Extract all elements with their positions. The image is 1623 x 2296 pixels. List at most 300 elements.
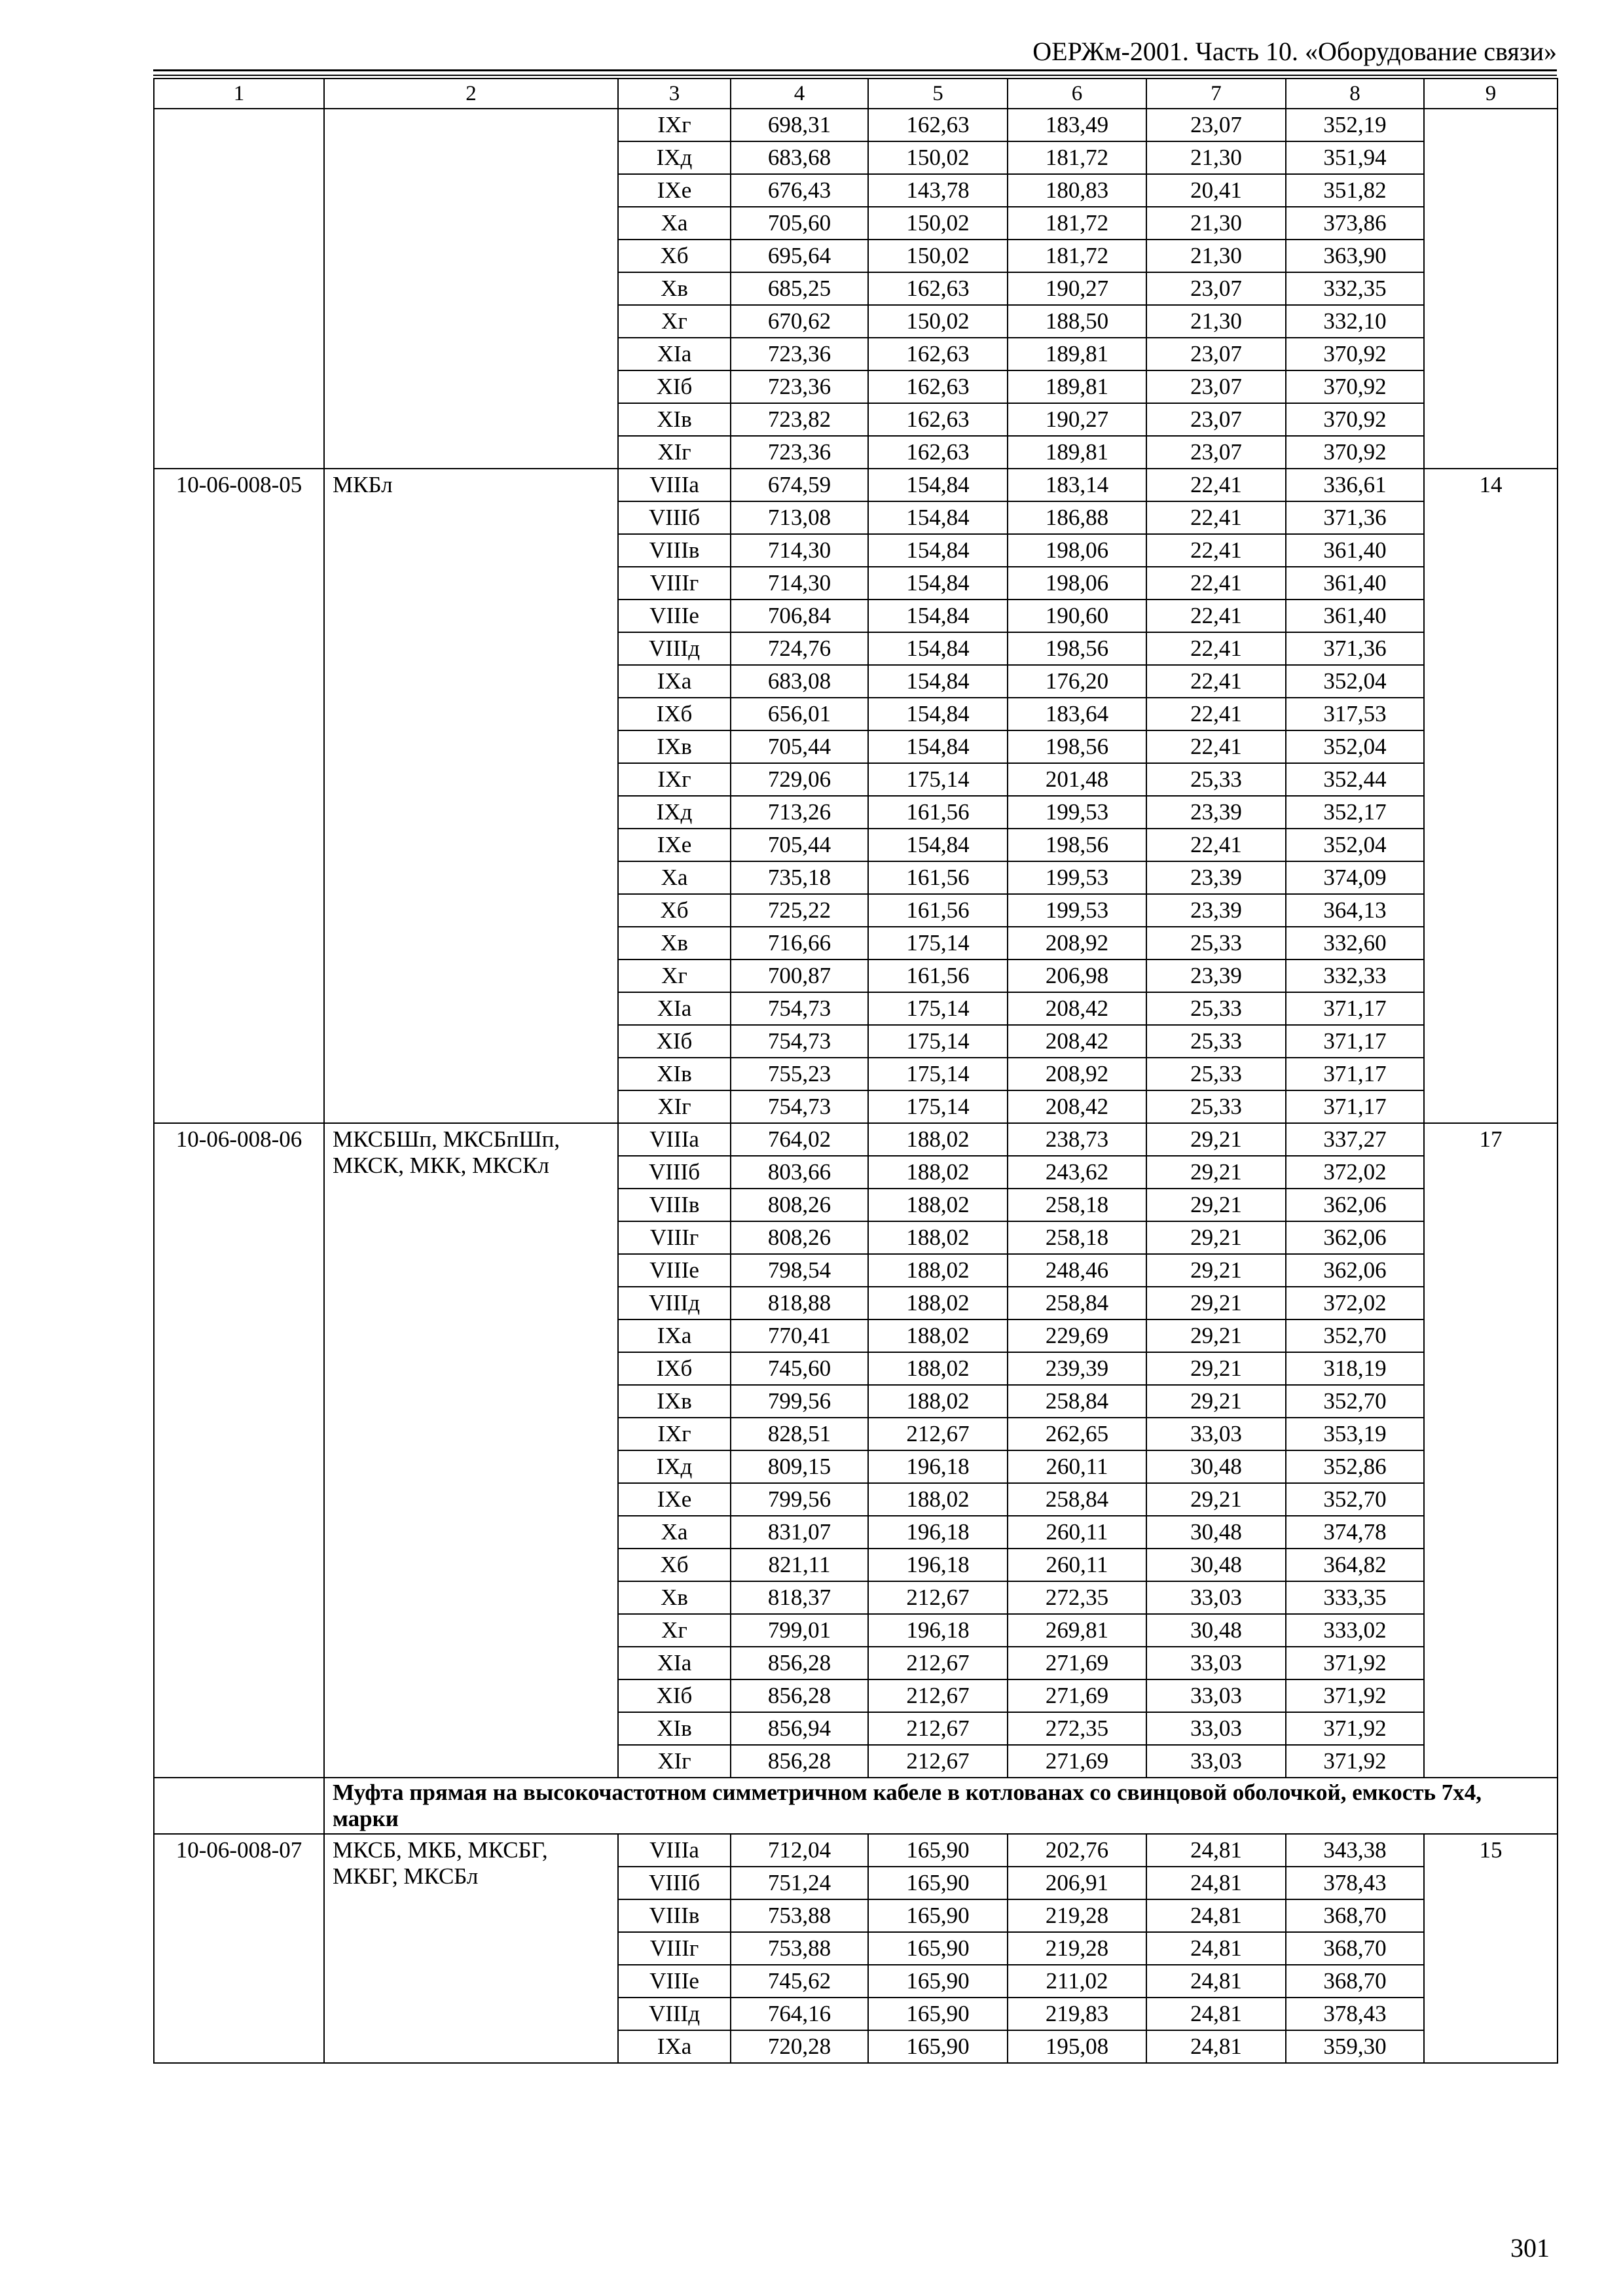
value-cell-col4: 799,56 <box>731 1385 868 1418</box>
value-cell-col8: 343,38 <box>1286 1834 1424 1867</box>
value-cell-col4: 831,07 <box>731 1516 868 1549</box>
value-cell-col5: 188,02 <box>868 1483 1008 1516</box>
value-cell-col6: 190,27 <box>1008 272 1146 305</box>
value-cell-col6: 260,11 <box>1008 1450 1146 1483</box>
value-cell-col4: 685,25 <box>731 272 868 305</box>
value-cell-col3: VIIIе <box>618 600 731 632</box>
value-cell-col5: 212,67 <box>868 1712 1008 1745</box>
value-cell-col5: 143,78 <box>868 174 1008 207</box>
value-cell-col6: 199,53 <box>1008 894 1146 927</box>
value-cell-col3: XIв <box>618 403 731 436</box>
value-cell-col5: 188,02 <box>868 1123 1008 1156</box>
value-cell-col3: XIб <box>618 1025 731 1058</box>
value-cell-col5: 212,67 <box>868 1679 1008 1712</box>
value-cell-col4: 856,28 <box>731 1647 868 1679</box>
value-cell-col7: 29,21 <box>1146 1221 1286 1254</box>
value-cell-col4: 770,41 <box>731 1319 868 1352</box>
col9-cell: 15 <box>1424 1834 1558 2063</box>
value-cell-col6: 260,11 <box>1008 1516 1146 1549</box>
value-cell-col3: XIа <box>618 1647 731 1679</box>
value-cell-col6: 219,28 <box>1008 1899 1146 1932</box>
value-cell-col4: 705,44 <box>731 829 868 861</box>
value-cell-col6: 181,72 <box>1008 240 1146 272</box>
value-cell-col3: Xг <box>618 960 731 992</box>
value-cell-col5: 212,67 <box>868 1418 1008 1450</box>
value-cell-col8: 371,17 <box>1286 1090 1424 1123</box>
value-cell-col5: 165,90 <box>868 1867 1008 1899</box>
col9-cell: 17 <box>1424 1123 1558 1778</box>
value-cell-col6: 183,49 <box>1008 109 1146 141</box>
value-cell-col7: 25,33 <box>1146 763 1286 796</box>
value-cell-col7: 25,33 <box>1146 927 1286 960</box>
value-cell-col3: IXд <box>618 796 731 829</box>
value-cell-col4: 818,88 <box>731 1287 868 1319</box>
value-cell-col6: 190,27 <box>1008 403 1146 436</box>
value-cell-col5: 154,84 <box>868 829 1008 861</box>
value-cell-col6: 188,50 <box>1008 305 1146 338</box>
value-cell-col4: 674,59 <box>731 469 868 501</box>
value-cell-col3: IXв <box>618 730 731 763</box>
value-cell-col6: 260,11 <box>1008 1549 1146 1581</box>
value-cell-col5: 162,63 <box>868 272 1008 305</box>
value-cell-col4: 753,88 <box>731 1899 868 1932</box>
rate-code-cell: 10-06-008-06 <box>154 1123 324 1778</box>
value-cell-col5: 162,63 <box>868 338 1008 370</box>
value-cell-col6: 201,48 <box>1008 763 1146 796</box>
value-cell-col8: 371,17 <box>1286 1058 1424 1090</box>
value-cell-col5: 212,67 <box>868 1745 1008 1778</box>
value-cell-col5: 161,56 <box>868 960 1008 992</box>
value-cell-col7: 24,81 <box>1146 1867 1286 1899</box>
value-cell-col3: Xг <box>618 1614 731 1647</box>
column-number-cell: 2 <box>324 79 618 109</box>
value-cell-col5: 188,02 <box>868 1221 1008 1254</box>
value-cell-col4: 751,24 <box>731 1867 868 1899</box>
value-cell-col5: 161,56 <box>868 796 1008 829</box>
value-cell-col5: 154,84 <box>868 567 1008 600</box>
value-cell-col7: 21,30 <box>1146 141 1286 174</box>
value-cell-col3: IXб <box>618 698 731 730</box>
value-cell-col4: 723,36 <box>731 370 868 403</box>
value-cell-col3: VIIIг <box>618 567 731 600</box>
value-cell-col8: 371,92 <box>1286 1712 1424 1745</box>
value-cell-col7: 25,33 <box>1146 1090 1286 1123</box>
value-cell-col5: 162,63 <box>868 109 1008 141</box>
value-cell-col3: XIб <box>618 370 731 403</box>
value-cell-col6: 198,06 <box>1008 534 1146 567</box>
table-row <box>154 1123 1558 1156</box>
column-number-cell: 1 <box>154 79 324 109</box>
value-cell-col7: 21,30 <box>1146 240 1286 272</box>
column-number-cell: 8 <box>1286 79 1424 109</box>
value-cell-col6: 199,53 <box>1008 861 1146 894</box>
value-cell-col4: 705,60 <box>731 207 868 240</box>
value-cell-col3: XIг <box>618 436 731 469</box>
value-cell-col8: 352,04 <box>1286 829 1424 861</box>
column-number-row <box>154 79 1558 109</box>
value-cell-col4: 754,73 <box>731 1090 868 1123</box>
value-cell-col3: Xв <box>618 927 731 960</box>
value-cell-col8: 368,70 <box>1286 1899 1424 1932</box>
value-cell-col5: 196,18 <box>868 1549 1008 1581</box>
value-cell-col4: 723,36 <box>731 338 868 370</box>
value-cell-col3: IXа <box>618 2030 731 2063</box>
value-cell-col6: 181,72 <box>1008 141 1146 174</box>
rates-table <box>153 78 1558 2064</box>
value-cell-col7: 33,03 <box>1146 1647 1286 1679</box>
value-cell-col7: 23,39 <box>1146 894 1286 927</box>
value-cell-col8: 371,17 <box>1286 1025 1424 1058</box>
value-cell-col4: 856,28 <box>731 1745 868 1778</box>
value-cell-col6: 198,56 <box>1008 829 1146 861</box>
value-cell-col4: 670,62 <box>731 305 868 338</box>
value-cell-col8: 372,02 <box>1286 1156 1424 1189</box>
value-cell-col6: 248,46 <box>1008 1254 1146 1287</box>
value-cell-col7: 29,21 <box>1146 1385 1286 1418</box>
value-cell-col7: 30,48 <box>1146 1549 1286 1581</box>
value-cell-col5: 175,14 <box>868 1090 1008 1123</box>
value-cell-col8: 352,70 <box>1286 1483 1424 1516</box>
value-cell-col4: 745,60 <box>731 1352 868 1385</box>
value-cell-col8: 371,92 <box>1286 1647 1424 1679</box>
value-cell-col7: 23,07 <box>1146 109 1286 141</box>
value-cell-col8: 352,04 <box>1286 730 1424 763</box>
value-cell-col6: 189,81 <box>1008 436 1146 469</box>
value-cell-col4: 713,08 <box>731 501 868 534</box>
value-cell-col5: 188,02 <box>868 1254 1008 1287</box>
value-cell-col4: 729,06 <box>731 763 868 796</box>
value-cell-col3: XIг <box>618 1745 731 1778</box>
value-cell-col6: 199,53 <box>1008 796 1146 829</box>
value-cell-col7: 22,41 <box>1146 829 1286 861</box>
value-cell-col3: IXг <box>618 763 731 796</box>
value-cell-col5: 175,14 <box>868 1025 1008 1058</box>
value-cell-col4: 705,44 <box>731 730 868 763</box>
value-cell-col7: 23,07 <box>1146 370 1286 403</box>
value-cell-col4: 764,16 <box>731 1998 868 2030</box>
page-number: 301 <box>1510 2233 1550 2263</box>
value-cell-col7: 33,03 <box>1146 1745 1286 1778</box>
value-cell-col4: 714,30 <box>731 534 868 567</box>
value-cell-col6: 180,83 <box>1008 174 1146 207</box>
value-cell-col8: 362,06 <box>1286 1221 1424 1254</box>
value-cell-col6: 258,84 <box>1008 1287 1146 1319</box>
value-cell-col3: VIIIв <box>618 534 731 567</box>
value-cell-col5: 175,14 <box>868 1058 1008 1090</box>
value-cell-col5: 196,18 <box>868 1450 1008 1483</box>
value-cell-col3: IXв <box>618 1385 731 1418</box>
value-cell-col5: 165,90 <box>868 1932 1008 1965</box>
value-cell-col3: IXд <box>618 1450 731 1483</box>
value-cell-col5: 161,56 <box>868 861 1008 894</box>
section-heading: Муфта прямая на высокочастотном симметричном кабеле в котлованах со свинцовой оболочкой, емкость 7х4, марки <box>324 1778 1558 1834</box>
value-cell-col3: XIв <box>618 1712 731 1745</box>
value-cell-col4: 706,84 <box>731 600 868 632</box>
value-cell-col3: VIIIе <box>618 1254 731 1287</box>
cable-brand-cell: МКСБШп, МКСБпШп, МКСК, МКК, МКСКл <box>324 1123 618 1778</box>
value-cell-col6: 272,35 <box>1008 1581 1146 1614</box>
section-blank-cell <box>154 1778 324 1834</box>
value-cell-col7: 30,48 <box>1146 1516 1286 1549</box>
value-cell-col8: 336,61 <box>1286 469 1424 501</box>
value-cell-col3: IXг <box>618 1418 731 1450</box>
value-cell-col3: IXе <box>618 174 731 207</box>
value-cell-col7: 22,41 <box>1146 534 1286 567</box>
value-cell-col3: Xг <box>618 305 731 338</box>
rate-code-cell <box>154 109 324 469</box>
value-cell-col8: 372,02 <box>1286 1287 1424 1319</box>
value-cell-col6: 258,18 <box>1008 1189 1146 1221</box>
value-cell-col4: 753,88 <box>731 1932 868 1965</box>
value-cell-col4: 755,23 <box>731 1058 868 1090</box>
value-cell-col7: 24,81 <box>1146 1899 1286 1932</box>
rate-code-cell: 10-06-008-05 <box>154 469 324 1123</box>
value-cell-col5: 165,90 <box>868 1834 1008 1867</box>
value-cell-col8: 352,70 <box>1286 1385 1424 1418</box>
value-cell-col7: 22,41 <box>1146 600 1286 632</box>
value-cell-col4: 745,62 <box>731 1965 868 1998</box>
value-cell-col6: 190,60 <box>1008 600 1146 632</box>
value-cell-col5: 188,02 <box>868 1352 1008 1385</box>
value-cell-col3: VIIIд <box>618 1287 731 1319</box>
value-cell-col7: 22,41 <box>1146 469 1286 501</box>
value-cell-col8: 333,35 <box>1286 1581 1424 1614</box>
value-cell-col5: 161,56 <box>868 894 1008 927</box>
value-cell-col5: 188,02 <box>868 1287 1008 1319</box>
value-cell-col5: 165,90 <box>868 1998 1008 2030</box>
value-cell-col3: IXе <box>618 1483 731 1516</box>
value-cell-col3: IXб <box>618 1352 731 1385</box>
cable-brand-cell: МКБл <box>324 469 618 1123</box>
column-number-cell: 5 <box>868 79 1008 109</box>
value-cell-col7: 21,30 <box>1146 207 1286 240</box>
value-cell-col5: 150,02 <box>868 305 1008 338</box>
value-cell-col8: 371,36 <box>1286 632 1424 665</box>
value-cell-col7: 33,03 <box>1146 1418 1286 1450</box>
cable-brand-cell: МКСБ, МКБ, МКСБГ, МКБГ, МКСБл <box>324 1834 618 2063</box>
value-cell-col8: 352,70 <box>1286 1319 1424 1352</box>
value-cell-col6: 258,18 <box>1008 1221 1146 1254</box>
value-cell-col4: 856,94 <box>731 1712 868 1745</box>
value-cell-col8: 352,17 <box>1286 796 1424 829</box>
value-cell-col4: 735,18 <box>731 861 868 894</box>
value-cell-col6: 271,69 <box>1008 1679 1146 1712</box>
value-cell-col8: 361,40 <box>1286 567 1424 600</box>
table-row <box>154 1834 1558 1867</box>
value-cell-col8: 362,06 <box>1286 1254 1424 1287</box>
value-cell-col8: 364,13 <box>1286 894 1424 927</box>
value-cell-col8: 351,94 <box>1286 141 1424 174</box>
value-cell-col3: VIIIб <box>618 1867 731 1899</box>
value-cell-col4: 856,28 <box>731 1679 868 1712</box>
value-cell-col3: Xа <box>618 861 731 894</box>
value-cell-col5: 212,67 <box>868 1581 1008 1614</box>
value-cell-col5: 196,18 <box>868 1516 1008 1549</box>
value-cell-col6: 219,83 <box>1008 1998 1146 2030</box>
value-cell-col6: 238,73 <box>1008 1123 1146 1156</box>
value-cell-col6: 189,81 <box>1008 370 1146 403</box>
value-cell-col8: 364,82 <box>1286 1549 1424 1581</box>
value-cell-col6: 202,76 <box>1008 1834 1146 1867</box>
value-cell-col4: 676,43 <box>731 174 868 207</box>
value-cell-col3: VIIIд <box>618 1998 731 2030</box>
value-cell-col8: 361,40 <box>1286 600 1424 632</box>
value-cell-col3: XIв <box>618 1058 731 1090</box>
value-cell-col4: 808,26 <box>731 1189 868 1221</box>
cable-brand-cell <box>324 109 618 469</box>
value-cell-col7: 29,21 <box>1146 1254 1286 1287</box>
value-cell-col7: 20,41 <box>1146 174 1286 207</box>
value-cell-col3: XIг <box>618 1090 731 1123</box>
value-cell-col4: 656,01 <box>731 698 868 730</box>
value-cell-col4: 809,15 <box>731 1450 868 1483</box>
value-cell-col8: 318,19 <box>1286 1352 1424 1385</box>
value-cell-col8: 332,33 <box>1286 960 1424 992</box>
value-cell-col7: 23,07 <box>1146 272 1286 305</box>
value-cell-col7: 24,81 <box>1146 2030 1286 2063</box>
value-cell-col8: 373,86 <box>1286 207 1424 240</box>
value-cell-col6: 208,92 <box>1008 927 1146 960</box>
value-cell-col6: 211,02 <box>1008 1965 1146 1998</box>
value-cell-col5: 165,90 <box>868 2030 1008 2063</box>
value-cell-col8: 378,43 <box>1286 1867 1424 1899</box>
value-cell-col6: 198,56 <box>1008 730 1146 763</box>
value-cell-col3: XIб <box>618 1679 731 1712</box>
value-cell-col4: 821,11 <box>731 1549 868 1581</box>
value-cell-col4: 716,66 <box>731 927 868 960</box>
value-cell-col8: 337,27 <box>1286 1123 1424 1156</box>
value-cell-col4: 724,76 <box>731 632 868 665</box>
col9-cell <box>1424 109 1558 469</box>
value-cell-col5: 150,02 <box>868 141 1008 174</box>
value-cell-col4: 720,28 <box>731 2030 868 2063</box>
header-rule <box>153 69 1557 71</box>
table-body <box>154 79 1558 2063</box>
value-cell-col6: 181,72 <box>1008 207 1146 240</box>
value-cell-col7: 22,41 <box>1146 632 1286 665</box>
value-cell-col3: IXа <box>618 665 731 698</box>
value-cell-col6: 272,35 <box>1008 1712 1146 1745</box>
value-cell-col7: 22,41 <box>1146 501 1286 534</box>
value-cell-col5: 162,63 <box>868 370 1008 403</box>
value-cell-col8: 353,19 <box>1286 1418 1424 1450</box>
value-cell-col8: 352,44 <box>1286 763 1424 796</box>
value-cell-col4: 754,73 <box>731 1025 868 1058</box>
value-cell-col7: 29,21 <box>1146 1156 1286 1189</box>
value-cell-col8: 368,70 <box>1286 1965 1424 1998</box>
value-cell-col3: VIIIа <box>618 1123 731 1156</box>
value-cell-col7: 33,03 <box>1146 1679 1286 1712</box>
value-cell-col7: 23,07 <box>1146 403 1286 436</box>
value-cell-col5: 175,14 <box>868 992 1008 1025</box>
value-cell-col5: 175,14 <box>868 763 1008 796</box>
value-cell-col7: 23,07 <box>1146 436 1286 469</box>
value-cell-col8: 374,09 <box>1286 861 1424 894</box>
value-cell-col6: 243,62 <box>1008 1156 1146 1189</box>
value-cell-col3: XIа <box>618 338 731 370</box>
value-cell-col4: 818,37 <box>731 1581 868 1614</box>
value-cell-col6: 258,84 <box>1008 1483 1146 1516</box>
column-number-cell: 6 <box>1008 79 1146 109</box>
value-cell-col3: IXе <box>618 829 731 861</box>
value-cell-col3: IXг <box>618 109 731 141</box>
value-cell-col7: 22,41 <box>1146 567 1286 600</box>
value-cell-col8: 332,10 <box>1286 305 1424 338</box>
value-cell-col6: 195,08 <box>1008 2030 1146 2063</box>
value-cell-col8: 332,35 <box>1286 272 1424 305</box>
page-header-title: ОЕРЖм-2001. Часть 10. «Оборудование связи» <box>1032 37 1557 66</box>
value-cell-col5: 154,84 <box>868 665 1008 698</box>
value-cell-col8: 371,92 <box>1286 1679 1424 1712</box>
value-cell-col8: 333,02 <box>1286 1614 1424 1647</box>
value-cell-col7: 23,39 <box>1146 861 1286 894</box>
value-cell-col6: 229,69 <box>1008 1319 1146 1352</box>
value-cell-col8: 378,43 <box>1286 1998 1424 2030</box>
value-cell-col4: 714,30 <box>731 567 868 600</box>
value-cell-col6: 258,84 <box>1008 1385 1146 1418</box>
value-cell-col6: 208,42 <box>1008 992 1146 1025</box>
value-cell-col3: VIIIв <box>618 1899 731 1932</box>
value-cell-col4: 683,08 <box>731 665 868 698</box>
value-cell-col3: VIIIд <box>618 632 731 665</box>
value-cell-col8: 352,86 <box>1286 1450 1424 1483</box>
value-cell-col6: 176,20 <box>1008 665 1146 698</box>
col9-cell: 14 <box>1424 469 1558 1123</box>
value-cell-col7: 24,81 <box>1146 1965 1286 1998</box>
value-cell-col7: 30,48 <box>1146 1614 1286 1647</box>
value-cell-col3: VIIIб <box>618 501 731 534</box>
column-number-cell: 7 <box>1146 79 1286 109</box>
value-cell-col5: 154,84 <box>868 600 1008 632</box>
value-cell-col8: 317,53 <box>1286 698 1424 730</box>
value-cell-col5: 188,02 <box>868 1156 1008 1189</box>
value-cell-col7: 24,81 <box>1146 1932 1286 1965</box>
value-cell-col5: 188,02 <box>868 1189 1008 1221</box>
value-cell-col5: 175,14 <box>868 927 1008 960</box>
value-cell-col4: 764,02 <box>731 1123 868 1156</box>
value-cell-col8: 359,30 <box>1286 2030 1424 2063</box>
value-cell-col7: 25,33 <box>1146 1025 1286 1058</box>
value-cell-col4: 828,51 <box>731 1418 868 1450</box>
value-cell-col8: 371,92 <box>1286 1745 1424 1778</box>
value-cell-col7: 22,41 <box>1146 730 1286 763</box>
value-cell-col8: 370,92 <box>1286 370 1424 403</box>
value-cell-col4: 808,26 <box>731 1221 868 1254</box>
value-cell-col6: 262,65 <box>1008 1418 1146 1450</box>
value-cell-col5: 154,84 <box>868 730 1008 763</box>
value-cell-col5: 165,90 <box>868 1899 1008 1932</box>
value-cell-col6: 198,56 <box>1008 632 1146 665</box>
value-cell-col7: 25,33 <box>1146 992 1286 1025</box>
value-cell-col7: 29,21 <box>1146 1123 1286 1156</box>
value-cell-col8: 370,92 <box>1286 403 1424 436</box>
value-cell-col3: VIIIв <box>618 1189 731 1221</box>
value-cell-col7: 30,48 <box>1146 1450 1286 1483</box>
value-cell-col6: 208,42 <box>1008 1025 1146 1058</box>
value-cell-col4: 700,87 <box>731 960 868 992</box>
value-cell-col3: Xа <box>618 1516 731 1549</box>
value-cell-col4: 723,82 <box>731 403 868 436</box>
value-cell-col4: 799,01 <box>731 1614 868 1647</box>
value-cell-col4: 803,66 <box>731 1156 868 1189</box>
value-cell-col8: 370,92 <box>1286 338 1424 370</box>
value-cell-col7: 23,39 <box>1146 960 1286 992</box>
value-cell-col8: 361,40 <box>1286 534 1424 567</box>
value-cell-col6: 271,69 <box>1008 1647 1146 1679</box>
value-cell-col7: 23,39 <box>1146 796 1286 829</box>
value-cell-col8: 351,82 <box>1286 174 1424 207</box>
value-cell-col3: VIIIа <box>618 1834 731 1867</box>
